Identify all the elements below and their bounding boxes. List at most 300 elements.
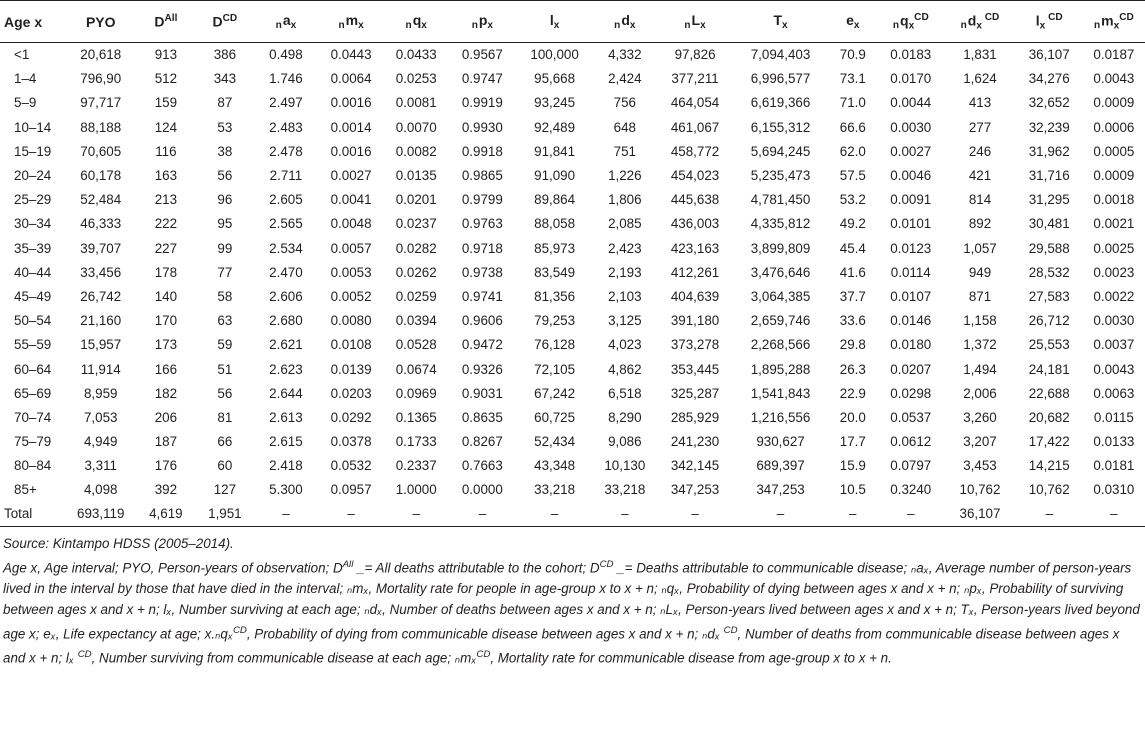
table-cell: 0.0253 — [395, 71, 437, 87]
age-group-cell: 60–64 — [14, 361, 52, 377]
table-cell: 0.0180 — [890, 337, 932, 353]
table-cell: 0.0022 — [1093, 288, 1135, 304]
table-cell: 0.0181 — [1093, 458, 1135, 474]
column-header — [517, 1, 592, 43]
table-cell: 76,128 — [534, 337, 576, 353]
header-subscript: x — [853, 20, 860, 31]
table-cell: 45.4 — [839, 240, 866, 256]
table-cell: 26.3 — [839, 361, 866, 377]
table-cell: 0.7663 — [461, 458, 503, 474]
table-cell: 79,253 — [534, 313, 576, 329]
table-cell: 0.0006 — [1093, 119, 1135, 135]
table-cell: – — [517, 502, 592, 526]
table-cell: 0.9031 — [461, 385, 503, 401]
table-cell: 353,445 — [670, 361, 720, 377]
table-cell: 277 — [968, 119, 992, 135]
table-cell: 30,481 — [1028, 216, 1070, 232]
table-cell: 0.0009 — [1093, 168, 1135, 184]
header-symbol: T — [773, 11, 782, 28]
age-group-cell: 55–59 — [14, 337, 52, 353]
table-cell: 0.0282 — [395, 240, 437, 256]
table-cell: 63 — [217, 313, 233, 329]
table-cell: 2.497 — [269, 95, 303, 111]
table-cell: 22.9 — [839, 385, 866, 401]
table-cell: 70.9 — [839, 47, 866, 63]
table-cell: 32,652 — [1028, 95, 1070, 111]
column-header — [828, 1, 877, 43]
header-symbol: l — [549, 11, 554, 28]
table-cell: 21,160 — [80, 313, 122, 329]
header-prefix: n — [614, 19, 621, 31]
note-superscript: CD — [476, 649, 491, 661]
header-superscript: All — [164, 13, 178, 25]
column-header — [657, 1, 732, 43]
table-cell: 0.0043 — [1093, 71, 1135, 87]
table-cell: 4,619 — [136, 502, 195, 526]
table-cell: 10,130 — [604, 458, 646, 474]
table-cell: 83,549 — [534, 264, 576, 280]
table-cell: 2.470 — [269, 264, 303, 280]
table-cell: 0.0030 — [890, 119, 932, 135]
table-cell: 949 — [968, 264, 992, 280]
table-cell: 0.0037 — [1093, 337, 1135, 353]
table-cell: 0.9747 — [461, 71, 503, 87]
table-cell: 58 — [217, 288, 233, 304]
table-cell: 2.613 — [269, 409, 303, 425]
table-cell: 56 — [217, 168, 233, 184]
column-header — [944, 1, 1015, 43]
table-row — [0, 236, 1145, 260]
table-row — [0, 163, 1145, 187]
table-cell: 0.0135 — [395, 168, 437, 184]
table-cell: 693,119 — [65, 502, 136, 526]
table-cell: 0.0201 — [395, 192, 437, 208]
table-cell: 26,742 — [80, 288, 122, 304]
header-subscript: x — [782, 20, 788, 31]
table-cell: 0.0101 — [890, 216, 932, 232]
header-subscript: x — [290, 20, 297, 31]
table-cell: 751 — [613, 143, 636, 159]
table-cell: 404,639 — [670, 288, 720, 304]
table-cell: 0.0005 — [1093, 143, 1135, 159]
table-cell: – — [592, 502, 657, 526]
table-cell: 36,107 — [944, 502, 1015, 526]
table-cell: 2.606 — [269, 288, 303, 304]
table-cell: 2,659,746 — [750, 313, 811, 329]
table-cell: 4,781,450 — [750, 192, 811, 208]
table-cell: 124 — [154, 119, 178, 135]
table-cell: 72,105 — [534, 361, 576, 377]
column-header — [317, 1, 384, 43]
table-row — [0, 91, 1145, 115]
header-subscript: x — [908, 20, 915, 32]
table-cell: 206 — [154, 409, 178, 425]
table-cell: – — [828, 502, 877, 526]
table-cell: 178 — [154, 264, 178, 280]
table-cell: 0.0378 — [330, 434, 372, 450]
table-cell: 0.0048 — [330, 216, 372, 232]
table-cell: 62.0 — [839, 143, 866, 159]
table-cell: 445,638 — [670, 192, 720, 208]
table-cell: 1,057 — [963, 240, 997, 256]
table-cell: 33.6 — [839, 313, 866, 329]
table-row — [0, 454, 1145, 478]
table-cell: 187 — [154, 434, 178, 450]
table-cell: 0.0969 — [395, 385, 437, 401]
table-cell: 0.1365 — [395, 409, 437, 425]
table-cell: 97,717 — [80, 95, 122, 111]
table-cell: 100,000 — [530, 47, 579, 63]
table-cell: 0.0259 — [395, 288, 437, 304]
table-cell: 0.9738 — [461, 264, 503, 280]
table-cell: 25,553 — [1028, 337, 1070, 353]
table-cell: 0.0114 — [890, 264, 931, 280]
age-group-cell: 70–74 — [14, 409, 52, 425]
table-cell: 0.0170 — [890, 71, 932, 87]
table-cell: 56 — [217, 385, 233, 401]
header-symbol: PYO — [85, 13, 116, 30]
table-cell: 0.3240 — [890, 482, 932, 498]
table-cell: 0.0021 — [1093, 216, 1135, 232]
table-cell: 0.0009 — [1093, 95, 1135, 111]
age-group-cell: 20–24 — [14, 168, 52, 184]
table-cell: 33,218 — [534, 482, 576, 498]
table-cell: 33,456 — [80, 264, 122, 280]
table-cell: – — [1016, 502, 1083, 526]
table-row — [0, 260, 1145, 284]
table-cell: 1,226 — [608, 168, 642, 184]
table-cell: 97,826 — [674, 47, 716, 63]
table-cell: 241,230 — [670, 434, 720, 450]
table-row — [0, 284, 1145, 308]
table-cell: 436,003 — [670, 216, 720, 232]
table-cell: 1.0000 — [395, 482, 437, 498]
age-group-cell: 25–29 — [14, 192, 52, 208]
table-cell: 81 — [217, 409, 233, 425]
table-cell: 0.0081 — [395, 95, 437, 111]
header-prefix: n — [338, 19, 345, 31]
table-cell: 0.9567 — [461, 47, 503, 63]
table-row — [0, 357, 1145, 381]
table-cell: 4,332 — [608, 47, 642, 63]
table-cell: 0.9865 — [461, 168, 503, 184]
table-cell: 91,841 — [534, 143, 576, 159]
table-footnotes — [0, 527, 1145, 669]
table-cell: 52,484 — [80, 192, 122, 208]
table-cell: 0.8635 — [461, 409, 503, 425]
table-cell: 4,098 — [83, 482, 118, 498]
header-superscript: CD — [914, 11, 929, 23]
header-subscript: x — [1039, 20, 1046, 32]
table-cell: 39,707 — [80, 240, 122, 256]
header-subscript: x — [976, 20, 982, 32]
table-cell: 689,397 — [756, 458, 805, 474]
age-group-cell: 10–14 — [14, 119, 52, 135]
table-cell: 458,772 — [670, 143, 720, 159]
table-cell: 46,333 — [80, 216, 122, 232]
table-cell: 92,489 — [534, 119, 576, 135]
age-group-cell: 75–79 — [14, 434, 52, 450]
table-row — [0, 309, 1145, 333]
table-cell: 0.0237 — [395, 216, 437, 232]
table-cell: 20,618 — [80, 47, 122, 63]
table-cell: 0.0053 — [330, 264, 372, 280]
column-header — [385, 1, 448, 43]
table-cell: 6,155,312 — [750, 119, 811, 135]
table-cell: 0.0528 — [395, 337, 437, 353]
table-cell: 4,862 — [608, 361, 642, 377]
table-cell: 17,422 — [1028, 434, 1070, 450]
table-cell: 0.0957 — [330, 482, 372, 498]
table-cell: 1,895,288 — [750, 361, 811, 377]
header-subscript: x — [487, 20, 494, 31]
column-header — [592, 1, 657, 43]
header-subscript: x — [700, 20, 706, 31]
table-cell: 29,588 — [1028, 240, 1070, 256]
table-cell: 0.0063 — [1093, 385, 1135, 401]
header-prefix: n — [892, 19, 899, 31]
table-cell: 0.0537 — [890, 409, 932, 425]
table-cell: 871 — [968, 288, 992, 304]
table-cell: 648 — [613, 119, 636, 135]
table-cell: 89,864 — [534, 192, 576, 208]
table-cell: 0.0298 — [890, 385, 932, 401]
table-cell: 0.0443 — [330, 47, 372, 63]
table-cell: 163 — [154, 168, 178, 184]
table-cell: 28,532 — [1028, 264, 1070, 280]
table-cell: – — [733, 502, 829, 526]
table-row — [0, 478, 1145, 502]
table-cell: 0.0310 — [1093, 482, 1135, 498]
table-cell: 0.0108 — [330, 337, 372, 353]
note-superscript: All — [342, 558, 354, 570]
table-cell: 0.9919 — [461, 95, 503, 111]
table-cell: 386 — [213, 47, 237, 63]
table-cell: 7,053 — [83, 409, 118, 425]
source-note: Source: Kintampo HDSS (2005–2014). — [3, 535, 234, 551]
table-cell: 392 — [154, 482, 178, 498]
table-cell: – — [448, 502, 517, 526]
table-cell: 127 — [213, 482, 237, 498]
column-header — [733, 1, 829, 43]
header-subscript: x — [553, 20, 560, 31]
table-cell: 1,951 — [195, 502, 254, 526]
table-cell: 461,067 — [670, 119, 720, 135]
table-cell: – — [657, 502, 732, 526]
table-row — [0, 333, 1145, 357]
table-cell: 33,218 — [604, 482, 646, 498]
table-cell: 0.0041 — [330, 192, 372, 208]
table-cell: 0.0146 — [890, 313, 932, 329]
table-cell: – — [317, 502, 384, 526]
table-cell: 0.0027 — [890, 143, 932, 159]
table-cell: 0.0115 — [1093, 409, 1134, 425]
header-symbol: Age x — [4, 13, 43, 30]
table-header-row — [0, 1, 1145, 43]
table-cell: 3,125 — [608, 313, 642, 329]
table-cell: 24,181 — [1028, 361, 1070, 377]
header-prefix: n — [275, 19, 282, 31]
table-cell: 0.9606 — [461, 313, 503, 329]
table-cell: 173 — [154, 337, 178, 353]
table-cell: 0.0133 — [1093, 434, 1135, 450]
table-cell: 3,476,646 — [750, 264, 811, 280]
table-cell: 347,253 — [756, 482, 805, 498]
table-cell: 0.0016 — [330, 95, 372, 111]
table-cell: 0.0043 — [1093, 361, 1135, 377]
table-cell: 8,959 — [83, 385, 118, 401]
header-symbol: d — [621, 11, 630, 28]
table-cell: 0.0046 — [890, 168, 932, 184]
table-cell: 0.0000 — [461, 482, 503, 498]
table-cell: 176 — [154, 458, 178, 474]
table-cell: 6,996,577 — [750, 71, 811, 87]
age-group-cell: 50–54 — [14, 313, 52, 329]
table-row — [0, 115, 1145, 139]
table-cell: 95,668 — [534, 71, 576, 87]
table-cell: 391,180 — [670, 313, 720, 329]
table-cell: 0.0044 — [890, 95, 932, 111]
table-cell: 0.498 — [269, 47, 303, 63]
table-cell: 7,094,403 — [750, 47, 811, 63]
table-cell: 3,064,385 — [750, 288, 811, 304]
header-superscript: CD — [1045, 11, 1063, 23]
table-cell: – — [254, 502, 317, 526]
table-cell: 2.623 — [269, 361, 303, 377]
table-cell: 66 — [217, 434, 233, 450]
note-superscript: CD — [232, 625, 247, 637]
table-cell: 43,348 — [534, 458, 576, 474]
table-row — [0, 139, 1145, 163]
table-cell: 31,295 — [1028, 192, 1070, 208]
table-cell: 0.9741 — [461, 288, 503, 304]
header-symbol: D — [212, 13, 223, 30]
header-superscript: CD — [981, 11, 1000, 23]
table-cell: 4,949 — [83, 434, 118, 450]
table-cell: 182 — [154, 385, 178, 401]
header-subscript: x — [629, 20, 636, 31]
table-cell: 3,453 — [963, 458, 997, 474]
table-cell: 373,278 — [670, 337, 720, 353]
header-symbol: m — [1101, 12, 1114, 29]
table-cell: 0.0030 — [1093, 313, 1135, 329]
header-prefix: n — [471, 19, 478, 31]
table-cell: – — [1083, 502, 1145, 526]
header-superscript: CD — [1119, 11, 1134, 23]
table-cell: 170 — [154, 313, 178, 329]
table-cell: 913 — [154, 47, 178, 63]
table-cell: 51 — [217, 361, 233, 377]
column-header — [254, 1, 317, 43]
table-cell: 0.9718 — [461, 240, 503, 256]
header-symbol: q — [412, 11, 422, 28]
table-cell: 0.0207 — [890, 361, 932, 377]
table-cell: 2.478 — [269, 143, 303, 159]
table-cell: 0.0262 — [395, 264, 437, 280]
table-cell: 166 — [154, 361, 178, 377]
table-cell: 2.621 — [269, 337, 303, 353]
table-row — [0, 405, 1145, 429]
table-cell: 67,242 — [534, 385, 576, 401]
table-cell: 0.0797 — [890, 458, 932, 474]
table-cell: 1,494 — [963, 361, 997, 377]
table-cell: 0.0070 — [395, 119, 437, 135]
table-cell: 27,583 — [1028, 288, 1070, 304]
table-cell: 0.0203 — [330, 385, 372, 401]
table-cell: 412,261 — [670, 264, 720, 280]
table-cell: 0.8267 — [461, 434, 503, 450]
table-cell: 0.0016 — [330, 143, 372, 159]
age-group-cell: <1 — [14, 47, 30, 63]
age-group-cell: 15–19 — [14, 143, 52, 159]
age-group-cell: 30–34 — [14, 216, 52, 232]
table-cell: 49.2 — [839, 216, 866, 232]
table-cell: 0.9799 — [461, 192, 503, 208]
table-cell: 347,253 — [670, 482, 720, 498]
table-cell: 0.0612 — [890, 434, 932, 450]
table-cell: 0.0082 — [395, 143, 437, 159]
age-group-cell: 40–44 — [14, 264, 52, 280]
header-subscript: x — [358, 20, 364, 31]
table-cell: 66.6 — [839, 119, 866, 135]
table-cell: 227 — [154, 240, 178, 256]
table-cell: 53.2 — [839, 192, 866, 208]
table-cell: 15,957 — [80, 337, 122, 353]
table-cell: 2.644 — [269, 385, 303, 401]
table-cell: 20.0 — [839, 409, 866, 425]
table-cell: 60 — [217, 458, 233, 474]
age-group-cell: 45–49 — [14, 288, 52, 304]
table-cell: 0.0187 — [1093, 47, 1135, 63]
table-cell: 2,193 — [608, 264, 642, 280]
table-cell: 454,023 — [670, 168, 720, 184]
table-cell: 4,023 — [608, 337, 642, 353]
header-subscript: x — [421, 20, 427, 31]
table-cell: 0.0014 — [330, 119, 372, 135]
age-group-cell: 80–84 — [14, 458, 52, 474]
header-prefix: n — [405, 19, 412, 31]
table-cell: 285,929 — [670, 409, 720, 425]
table-body — [0, 43, 1145, 527]
table-cell: 41.6 — [839, 264, 866, 280]
table-row — [0, 188, 1145, 212]
table-cell: 512 — [154, 71, 178, 87]
age-group-cell: Total — [0, 502, 65, 526]
table-cell: 53 — [217, 119, 233, 135]
table-cell: 37.7 — [839, 288, 866, 304]
note-superscript: CD — [723, 625, 738, 637]
table-cell: 2.565 — [269, 216, 303, 232]
table-cell: 38 — [217, 143, 233, 159]
column-header — [448, 1, 517, 43]
table-cell: 73.1 — [839, 71, 866, 87]
table-cell: 413 — [968, 95, 992, 111]
header-superscript: CD — [222, 13, 238, 25]
column-header — [136, 1, 195, 43]
table-cell: 3,260 — [963, 409, 997, 425]
total-row — [0, 502, 1145, 526]
table-cell: 29.8 — [839, 337, 866, 353]
table-cell: 5.300 — [269, 482, 303, 498]
table-cell: 1,831 — [963, 47, 997, 63]
table-cell: 17.7 — [839, 434, 866, 450]
header-symbol: a — [282, 11, 291, 28]
table-cell: 26,712 — [1028, 313, 1070, 329]
header-prefix: n — [960, 19, 967, 31]
table-cell: 3,899,809 — [750, 240, 811, 256]
table-cell: 91,090 — [534, 168, 576, 184]
table-cell: 6,518 — [608, 385, 642, 401]
